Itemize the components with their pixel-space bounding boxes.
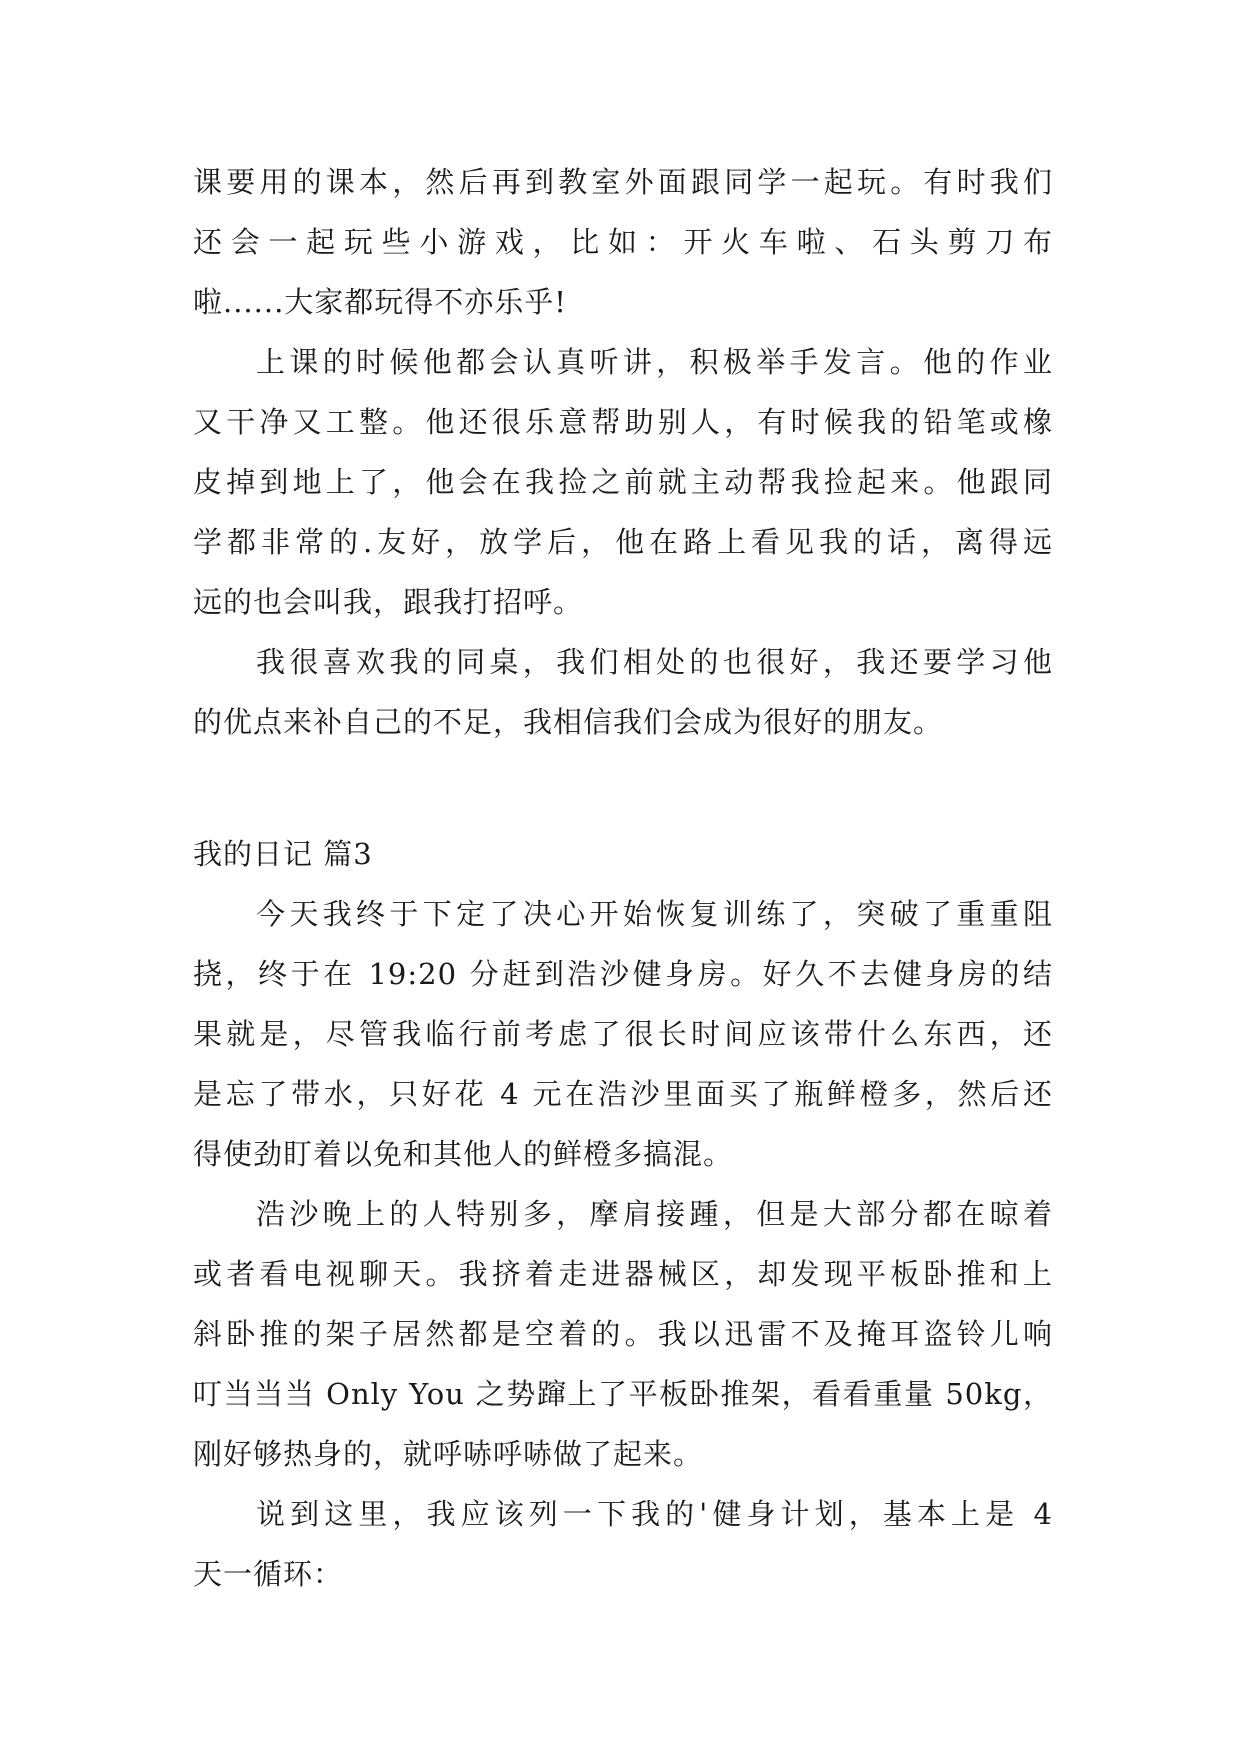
- text-line: 挠，终于在 19:20 分赶到浩沙健身房。好久不去健身房的结: [193, 957, 1053, 991]
- text-line: 远的也会叫我，跟我打招呼。: [193, 585, 584, 619]
- text-line: 课要用的课本，然后再到教室外面跟同学一起玩。有时我们: [193, 165, 1053, 199]
- text-line: 说到这里，我应该列一下我的'健身计划，基本上是 4: [256, 1497, 1053, 1531]
- paragraph-play-games: [193, 152, 1053, 332]
- paragraph-start-training: [193, 884, 1053, 1184]
- paragraph-in-class: [193, 332, 1053, 632]
- text-line: 今天我终于下定了决心开始恢复训练了，突破了重重阻: [256, 897, 1053, 931]
- text-line: 啦......大家都玩得不亦乐乎!: [193, 285, 567, 319]
- text-line: 学都非常的.友好，放学后，他在路上看见我的话，离得远: [193, 525, 1053, 559]
- section-spacer: [193, 752, 1053, 824]
- paragraph-fitness-plan: [193, 1484, 1053, 1604]
- text-line: 的优点来补自己的不足，我相信我们会成为很好的朋友。: [193, 705, 944, 739]
- paragraph-like-deskmate: [193, 632, 1053, 752]
- text-line: 浩沙晚上的人特别多，摩肩接踵，但是大部分都在晾着: [256, 1197, 1053, 1231]
- text-line: 皮掉到地上了，他会在我捡之前就主动帮我捡起来。他跟同: [193, 465, 1053, 499]
- text-line: 叮当当当 Only You 之势蹿上了平板卧推架，看看重量 50kg，: [193, 1377, 1053, 1411]
- text-line: 还会一起玩些小游戏，比如：开火车啦、石头剪刀布: [193, 225, 1053, 259]
- section-heading: 我的日记 篇3: [193, 837, 373, 871]
- text-line: 或者看电视聊天。我挤着走进器械区，却发现平板卧推和上: [193, 1257, 1053, 1291]
- text-line: 得使劲盯着以免和其他人的鲜橙多搞混。: [193, 1137, 734, 1171]
- text-line: 刚好够热身的，就呼哧呼哧做了起来。: [193, 1437, 704, 1471]
- text-line: 我很喜欢我的同桌，我们相处的也很好，我还要学习他: [256, 645, 1053, 679]
- text-line: 上课的时候他都会认真听讲，积极举手发言。他的作业: [256, 345, 1053, 379]
- document-page: [193, 152, 1053, 1604]
- text-line: 果就是，尽管我临行前考虑了很长时间应该带什么东西，还: [193, 1017, 1053, 1051]
- text-line: 是忘了带水，只好花 4 元在浩沙里面买了瓶鲜橙多，然后还: [193, 1077, 1053, 1111]
- paragraph-gym-crowd: [193, 1184, 1053, 1484]
- text-line: 斜卧推的架子居然都是空着的。我以迅雷不及掩耳盗铃儿响: [193, 1317, 1053, 1351]
- text-line: 又干净又工整。他还很乐意帮助别人，有时候我的铅笔或橡: [193, 405, 1053, 439]
- text-line: 天一循环：: [193, 1557, 344, 1591]
